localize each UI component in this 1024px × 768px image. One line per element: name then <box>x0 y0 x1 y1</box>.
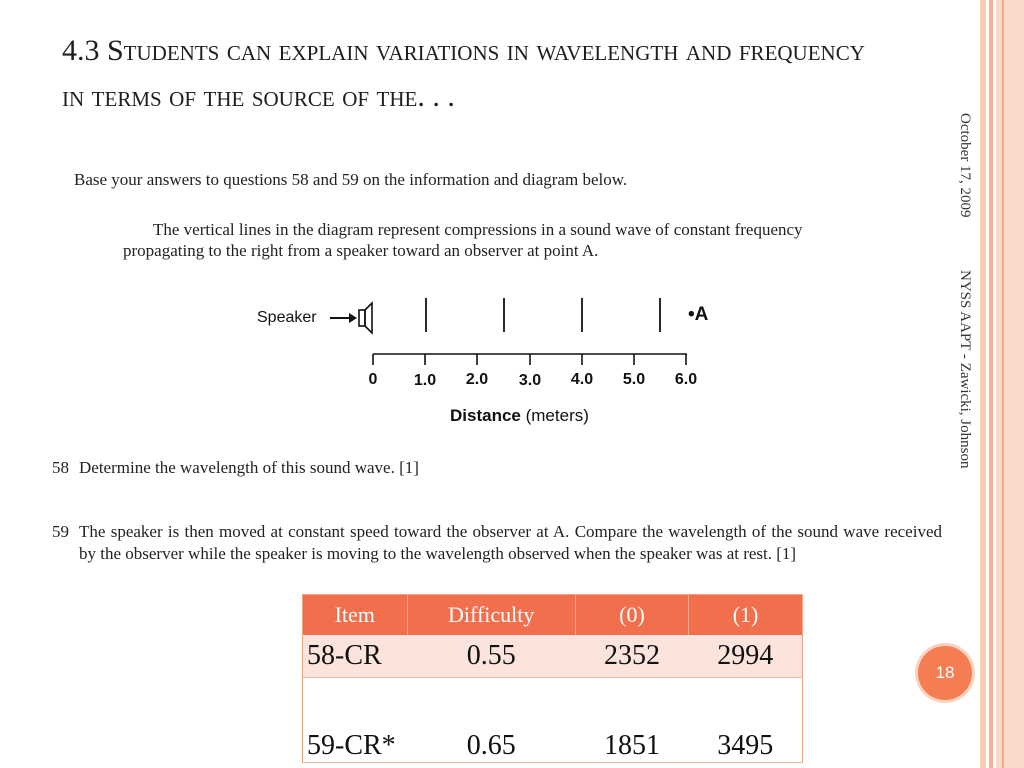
tick-label: 2.0 <box>465 371 489 388</box>
cell-item: 58-CR <box>303 635 408 678</box>
sound-wave-diagram <box>250 290 730 430</box>
tick-label: 6.0 <box>674 371 698 388</box>
tick-label: 3.0 <box>518 372 542 389</box>
question-number: 58 <box>52 458 69 477</box>
axis-label-bold: Distance <box>450 406 521 425</box>
header-score-1: (1) <box>689 595 803 636</box>
page-number-badge: 18 <box>918 646 972 700</box>
speaker-icon <box>359 303 372 333</box>
question-58 <box>52 457 419 479</box>
slide-date: October 17, 2009 <box>957 113 973 218</box>
slide-author: NYSS AAPT - Zawicki, Johnson <box>957 270 973 469</box>
cell-item: 59-CR* <box>303 678 408 763</box>
table-row <box>303 678 803 763</box>
description-text <box>123 219 868 261</box>
axis-label-unit: (meters) <box>525 406 589 425</box>
distance-axis <box>373 354 687 365</box>
intro-text: Base your answers to questions 58 and 59 on the information and diagram below. <box>74 170 628 189</box>
cell-difficulty: 0.55 <box>407 635 575 678</box>
arrow-icon <box>330 313 357 323</box>
question-59 <box>52 521 942 565</box>
cell-score-1: 2994 <box>689 635 803 678</box>
table-header-row <box>303 595 803 636</box>
cell-score-1: 3495 <box>689 678 803 763</box>
decorative-side-stripes <box>980 0 1024 768</box>
question-number: 59 <box>52 522 69 541</box>
description-body: The vertical lines in the diagram represent compressions in a sound wave of constant frequency propagating to the right from a speaker toward an observer at point A. <box>123 220 803 260</box>
speaker-label: Speaker <box>257 309 317 326</box>
compression-lines <box>426 298 660 332</box>
tick-label: 0 <box>368 371 378 388</box>
header-difficulty: Difficulty <box>407 595 575 636</box>
table-row <box>303 635 803 678</box>
tick-label: 4.0 <box>570 371 594 388</box>
item-statistics-table <box>302 594 803 763</box>
cell-score-0: 2352 <box>575 635 688 678</box>
header-score-0: (0) <box>575 595 688 636</box>
axis-label <box>450 406 589 425</box>
slide-title: 4.3 Students can explain variations in wavelength and frequency in terms of the source of the. . . <box>62 34 865 113</box>
tick-label: 1.0 <box>413 372 437 389</box>
point-a-label: •A <box>688 304 709 325</box>
question-text: Determine the wavelength of this sound wave. [1] <box>79 458 419 477</box>
tick-label: 5.0 <box>622 371 646 388</box>
cell-score-0: 1851 <box>575 678 688 763</box>
cell-difficulty: 0.65 <box>407 678 575 763</box>
question-text: The speaker is then moved at constant speed toward the observer at A. Compare the wavelength of the sound wave received by the observer while the speaker is moving to the wavelength observed when the speaker was at rest. [1] <box>79 522 942 563</box>
header-item: Item <box>303 595 408 636</box>
